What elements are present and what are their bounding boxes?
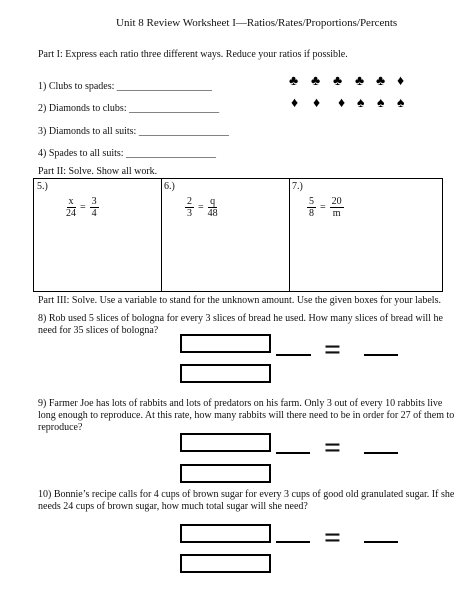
club-icon: ♣ [311,74,321,89]
club-icon: ♣ [333,74,343,89]
question-2: 2) Diamonds to clubs: __________________ [38,103,220,114]
label-box[interactable] [180,364,271,383]
question-10-line-1: 10) Bonnie’s recipe calls for 4 cups of brown sugar for every 3 cups of good old granulated sugar. If she [38,489,455,500]
question-9-line-1: 9) Farmer Joe has lots of rabbits and lots of predators on his farm. Only 3 out of every 10 rabbits live [38,398,443,409]
question-4: 4) Spades to all suits: __________________ [38,148,217,159]
club-icon: ♣ [376,74,386,89]
question-8-line-1: 8) Rob used 5 slices of bologna for every 3 slices of bread he used. How many slices of bread will he [38,313,443,324]
part1-heading: Part I: Express each ratio three different ways. Reduce your ratios if possible. [38,49,348,60]
club-icon: ♣ [289,74,299,89]
problem-7-label: 7.) [292,181,303,192]
label-box[interactable] [180,524,271,543]
fraction: $\frac{5}{8}$ [309,196,314,219]
problem-6-label: 6.) [164,181,175,192]
spade-icon: ♠ [397,96,405,111]
equals-sign: = [198,202,204,213]
equals-sign: = [320,202,326,213]
answer-blank[interactable] [276,354,311,356]
club-icon: ♣ [355,74,365,89]
fraction: $\frac{q}{48}$ [207,196,218,219]
question-3: 3) Diamonds to all suits: __________________ [38,126,229,137]
part2-heading: Part II: Solve. Show all work. [38,166,158,177]
question-9-line-2: long enough to reproduce. At this rate, how many rabbits will there need to be in order for 27 of them to [38,410,455,421]
answer-blank[interactable] [276,541,310,543]
proportion-7 [307,196,344,219]
diamond-icon: ♦ [397,74,405,89]
fraction: $\frac{2}{3}$ [187,196,192,219]
fraction: $\frac{3}{4}$ [91,196,97,219]
label-box[interactable] [180,334,271,353]
diamond-icon: ♦ [313,96,321,111]
equals-sign: = [324,333,342,366]
diamond-icon: ♦ [338,96,346,111]
answer-blank[interactable] [276,452,310,454]
proportion-5 [66,196,99,219]
diamond-icon: ♦ [291,96,299,111]
fraction: $\frac{x}{24}$ [66,196,76,219]
answer-blank[interactable] [364,452,398,454]
label-box[interactable] [180,464,271,483]
question-9-line-3: reproduce? [38,422,83,433]
fraction: $\frac{20}{m}$ [331,196,342,219]
proportion-6 [185,196,218,219]
equals-sign: = [80,202,86,213]
answer-blank[interactable] [364,541,398,543]
equals-sign: = [324,431,342,464]
label-box[interactable] [180,433,271,452]
question-1: 1) Clubs to spades: ___________________ [38,81,212,92]
problem-6-cell[interactable] [162,179,290,291]
label-box[interactable] [180,554,271,573]
spade-icon: ♠ [357,96,365,111]
question-8-line-2: need for 35 slices of bologna? [38,325,159,336]
spade-icon: ♠ [377,96,385,111]
part3-heading: Part III: Solve. Use a variable to stand for the unknown amount. Use the given boxes for your labels. [38,295,441,306]
equals-sign: = [324,521,342,554]
question-10-line-2: needs 24 cups of brown sugar, how much total sugar will she need? [38,501,308,512]
worksheet-title: Unit 8 Review Worksheet I—Ratios/Rates/Proportions/Percents [116,17,398,29]
answer-blank[interactable] [364,354,398,356]
problem-5-label: 5.) [37,181,48,192]
